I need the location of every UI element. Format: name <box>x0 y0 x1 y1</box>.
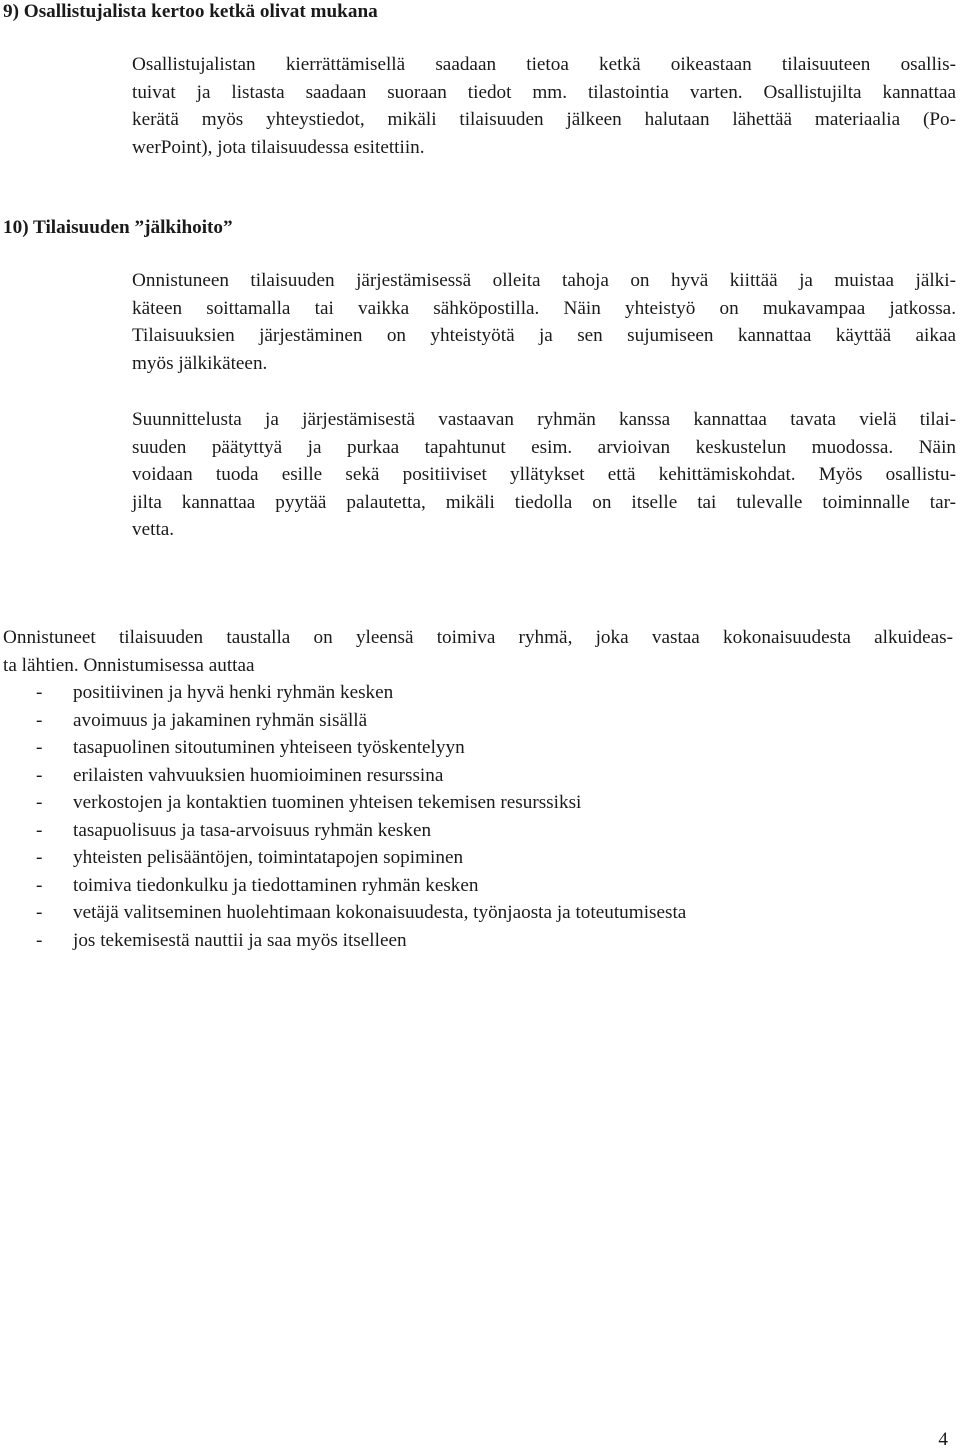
section-10-paragraph-2-line: jilta kannattaa pyytää palautetta, mikäli tiedolla on itselle tai tulevalle toiminnalle tar- <box>132 492 956 513</box>
list-dash: - <box>36 930 43 951</box>
section-10-paragraph-1-line: Tilaisuuksien järjestäminen on yhteistyötä ja sen sujumiseen kannattaa käyttää aikaa <box>132 325 956 346</box>
list-item-text: verkostojen ja kontaktien tuominen yhteisen tekemisen resurssiksi <box>73 792 582 813</box>
list-item-text: positiivinen ja hyvä henki ryhmän kesken <box>73 682 394 703</box>
page-number: 4 <box>938 1429 948 1450</box>
list-item-text: erilaisten vahvuuksien huomioiminen resurssina <box>73 765 444 786</box>
section-10-paragraph-2-line: vetta. <box>132 519 175 540</box>
section-9-text-line: kerätä myös yhteystiedot, mikäli tilaisuuden jälkeen halutaan lähettää materiaalia (Po- <box>132 109 956 130</box>
list-item-text: toimiva tiedonkulku ja tiedottaminen ryhmän kesken <box>73 875 479 896</box>
section-10-paragraph-2-line: suuden päätyttyä ja purkaa tapahtunut esim. arvioivan keskustelun muodossa. Näin <box>132 437 956 458</box>
section-9-text-line: werPoint), jota tilaisuudessa esitettiin. <box>132 137 425 158</box>
section-9-heading: 9) Osallistujalista kertoo ketkä olivat mukana <box>3 1 378 22</box>
list-item-text: avoimuus ja jakaminen ryhmän sisällä <box>73 710 368 731</box>
list-item-text: tasapuolinen sitoutuminen yhteiseen työskentelyyn <box>73 737 465 758</box>
section-10-paragraph-1-line: Onnistuneen tilaisuuden järjestämisessä olleita tahoja on hyvä kiittää ja muistaa jälki- <box>132 270 956 291</box>
section-10-paragraph-1-line: käteen soittamalla tai vaikka sähköpostilla. Näin yhteistyö on mukavampaa jatkossa. <box>132 298 956 319</box>
list-item-text: tasapuolisuus ja tasa-arvoisuus ryhmän kesken <box>73 820 432 841</box>
list-item-text: jos tekemisestä nauttii ja saa myös itselleen <box>73 930 407 951</box>
list-dash: - <box>36 792 43 813</box>
list-dash: - <box>36 875 43 896</box>
list-dash: - <box>36 765 43 786</box>
list-item-text: vetäjä valitseminen huolehtimaan kokonaisuudesta, työnjaosta ja toteutumisesta <box>73 902 687 923</box>
section-10-paragraph-1-line: myös jälkikäteen. <box>132 353 268 374</box>
section-9-text-line: tuivat ja listasta saadaan suoraan tiedot mm. tilastointia varten. Osallistujilta kannattaa <box>132 82 956 103</box>
section-10-paragraph-2-line: voidaan tuoda esille sekä positiiviset yllätykset että kehittämiskohdat. Myös osallistu- <box>132 464 956 485</box>
list-dash: - <box>36 737 43 758</box>
list-dash: - <box>36 902 43 923</box>
section-10-heading: 10) Tilaisuuden ”jälkihoito” <box>3 217 233 238</box>
list-dash: - <box>36 682 43 703</box>
list-dash: - <box>36 847 43 868</box>
closing-text-line: Onnistuneet tilaisuuden taustalla on yleensä toimiva ryhmä, joka vastaa kokonaisuudesta alkuideas- <box>3 627 953 648</box>
list-dash: - <box>36 710 43 731</box>
closing-text-line: ta lähtien. Onnistumisessa auttaa <box>3 655 255 676</box>
section-10-paragraph-2-line: Suunnittelusta ja järjestämisestä vastaavan ryhmän kanssa kannattaa tavata vielä tilai- <box>132 409 956 430</box>
section-9-text-line: Osallistujalistan kierrättämisellä saadaan tietoa ketkä oikeastaan tilaisuuteen osallis- <box>132 54 956 75</box>
list-dash: - <box>36 820 43 841</box>
list-item-text: yhteisten pelisääntöjen, toimintatapojen sopiminen <box>73 847 464 868</box>
